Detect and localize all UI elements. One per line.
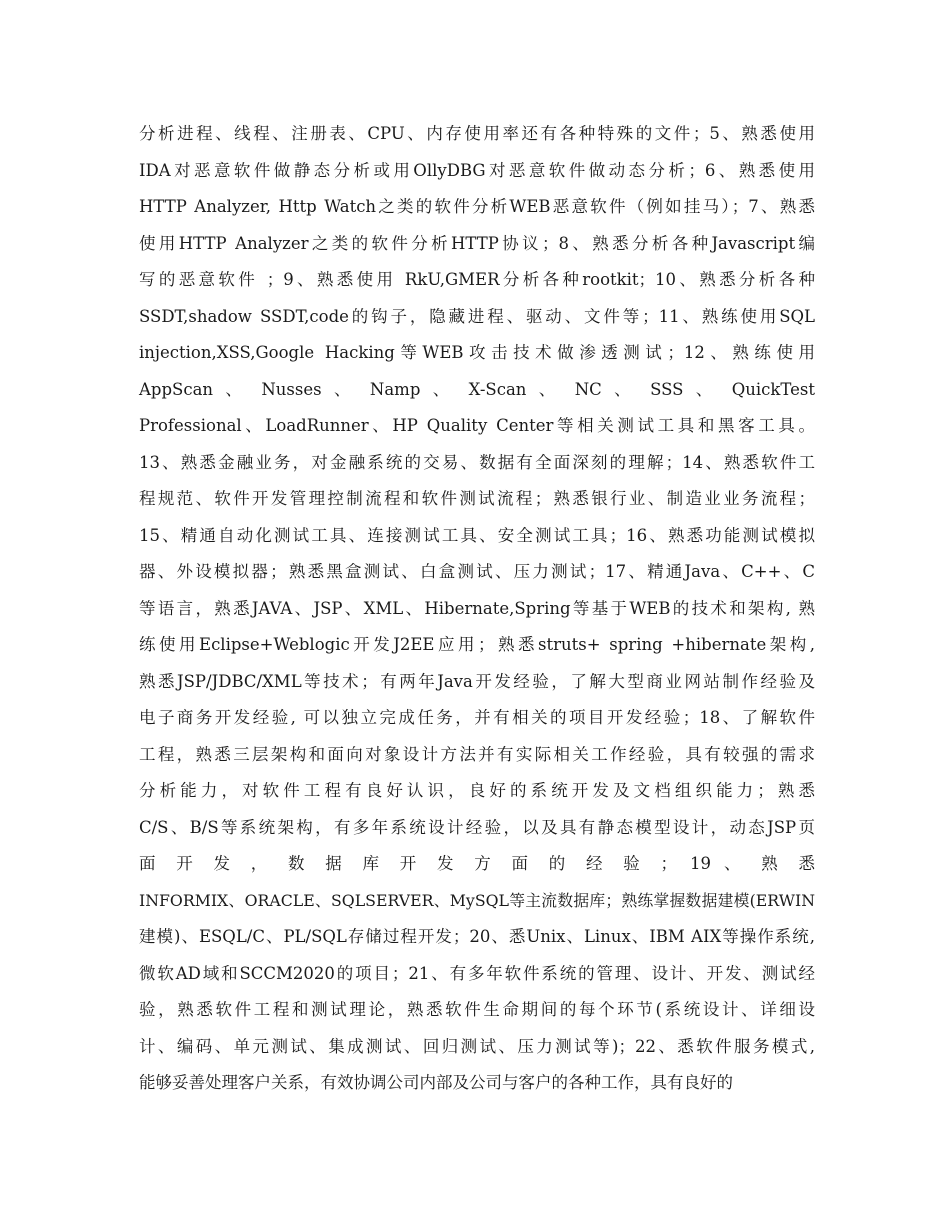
text-line: 等语言，熟悉JAVA、JSP、XML、Hibernate,Spring等基于WEB的技术和架构, 熟 (139, 598, 815, 618)
text-line: 面 开 发 ， 数 据 库 开 发 方 面 的 经 验 ； 19 、 熟 悉 (139, 854, 815, 873)
text-line: 工程，熟悉三层架构和面向对象设计方法并有实际相关工作经验，具有较强的需求 (139, 744, 815, 764)
text-line: 验，熟悉软件工程和测试理论，熟悉软件生命期间的每个环节(系统设计、详细设 (139, 1000, 815, 1019)
text-line: 分析能力，对软件工程有良好认识，良好的系统开发及文档组织能力；熟悉 (139, 781, 815, 800)
text-line: 13、熟悉金融业务，对金融系统的交易、数据有全面深刻的理解；14、熟悉软件工 (139, 452, 815, 472)
text-line: injection,XSS,Google Hacking等WEB攻击技术做渗透测试；12、熟练使用 (139, 343, 815, 362)
text-line: 电子商务开发经验, 可以独立完成任务，并有相关的项目开发经验；18、了解软件 (139, 708, 815, 727)
text-line: 分析进程、线程、注册表、CPU、内存使用率还有各种特殊的文件；5、熟悉使用 (139, 124, 815, 143)
text-line: HTTP Analyzer, Http Watch之类的软件分析WEB恶意软件（例如挂马）；7、熟悉 (139, 197, 815, 216)
text-line: 练使用Eclipse+Weblogic开发J2EE应用；熟悉struts+ spring +hibernate架构, (139, 635, 815, 654)
text-line: 器、外设模拟器；熟悉黑盒测试、白盒测试、压力测试；17、精通Java、C++、C (139, 562, 815, 581)
body-text (139, 116, 815, 1102)
text-line: IDA对恶意软件做静态分析或用OllyDBG对恶意软件做动态分析；6、熟悉使用 (139, 160, 815, 180)
text-line: C/S、B/S等系统架构，有多年系统设计经验，以及具有静态模型设计，动态JSP页 (139, 817, 815, 837)
text-line: 建模)、ESQL/C、PL/SQL存储过程开发；20、悉Unix、Linux、IBM AIX等操作系统, (139, 927, 815, 946)
text-line: AppScan 、 Nusses 、 Namp 、 X-Scan 、 NC 、 SSS 、 QuickTest (139, 379, 815, 399)
text-line: Professional、LoadRunner、HP Quality Center等相关测试工具和黑客工具。 (139, 416, 815, 435)
text-line: 计、编码、单元测试、集成测试、回归测试、压力测试等)；22、悉软件服务模式, (139, 1036, 815, 1056)
text-line: 微软AD域和SCCM2020的项目；21、有多年软件系统的管理、设计、开发、测试经 (139, 963, 815, 983)
text-line: SSDT,shadow SSDT,code的钩子，隐藏进程、驱动、文件等；11、熟练使用SQL (139, 306, 815, 326)
text-line: 使用HTTP Analyzer之类的软件分析HTTP协议；8、熟悉分析各种Javascript编 (139, 233, 815, 253)
text-line: INFORMIX、ORACLE、SQLSERVER、MySQL等主流数据库；熟练掌握数据建模(ERWIN (139, 890, 815, 910)
text-line: 熟悉JSP/JDBC/XML等技术；有两年Java开发经验，了解大型商业网站制作经验及 (139, 671, 815, 691)
text-line: 写的恶意软件 ；9、熟悉使用 RkU,GMER分析各种rootkit；10、熟悉分析各种 (139, 270, 815, 289)
text-line: 程规范、软件开发管理控制流程和软件测试流程；熟悉银行业、制造业业务流程； (139, 489, 815, 508)
text-line: 15、精通自动化测试工具、连接测试工具、安全测试工具；16、熟悉功能测试模拟 (139, 525, 815, 545)
text-line: 能够妥善处理客户关系，有效协调公司内部及公司与客户的各种工作，具有良好的 (139, 1073, 733, 1092)
